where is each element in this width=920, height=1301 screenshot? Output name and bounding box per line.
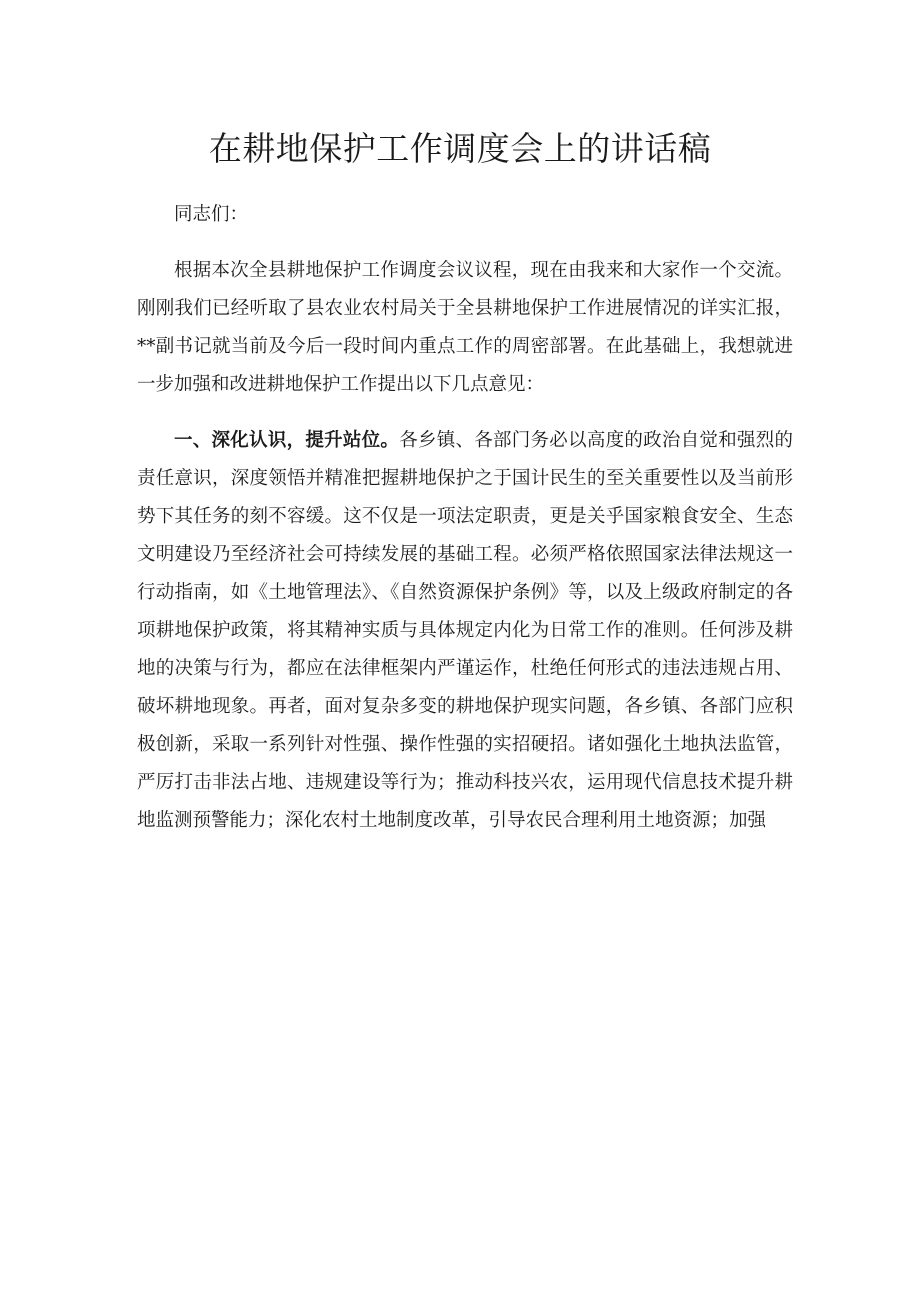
section-text: 各乡镇、各部门务必以高度的政治自觉和强烈的责任意识，深度领悟并精准把握耕地保护之于国计民生的至关重要性以及当前形势下其任务的刻不容缓。这不仅是一项法定职责，更是关乎国家粮食安全、生态文明建设乃至经济社会可持续发展的基础工程。必须严格依照国家法律法规这一行动指南，如《土地管理法》、《自然资源保护条例》等，以及上级政府制定的各项耕地保护政策，将其精神实质与具体规定内化为日常工作的准则。任何涉及耕地的决策与行为，都应在法律框架内严谨运作，杜绝任何形式的违法违规占用、破坏耕地现象。再者，面对复杂多变的耕地保护现实问题，各乡镇、各部门应积极创新，采取一系列针对性强、操作性强的实招硬招。诸如强化土地执法监管，严厉打击非法占地、违规建设等行为；推动科技兴农，运用现代信息技术提升耕地监测预警能力；深化农村土地制度改革，引导农民合理利用土地资源；加强	[137, 430, 793, 831]
document-body	[137, 196, 793, 840]
document-title: 在耕地保护工作调度会上的讲话稿	[208, 129, 712, 168]
paragraph-intro: 根据本次全县耕地保护工作调度会议议程，现在由我来和大家作一个交流。刚刚我们已经听取了县农业农村局关于全县耕地保护工作进展情况的详实汇报，**副书记就当前及今后一段时间内重点工作的周密部署。在此基础上，我想就进一步加强和改进耕地保护工作提出以下几点意见：	[137, 260, 793, 395]
section-heading: 一、深化认识，提升站位。	[174, 430, 400, 451]
salutation: 同志们：	[174, 204, 249, 225]
paragraph-section-1	[137, 422, 793, 840]
